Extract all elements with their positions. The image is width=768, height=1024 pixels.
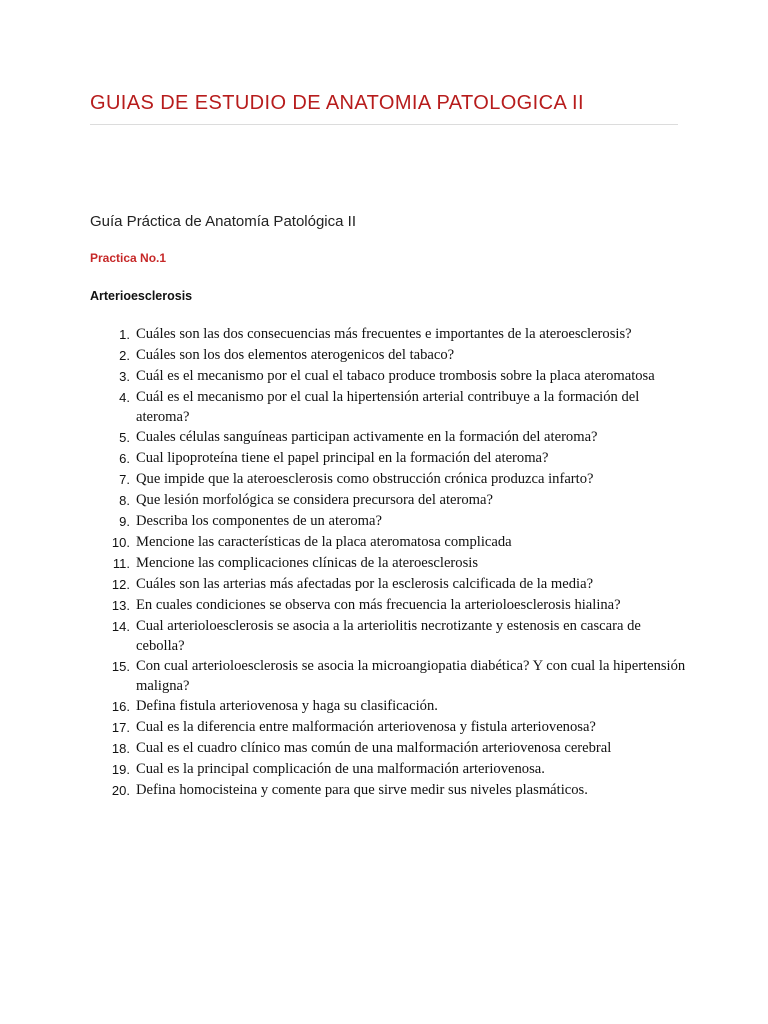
- question-text: Cuales células sanguíneas participan activamente en la formación del ateroma?: [136, 429, 598, 445]
- question-text: En cuales condiciones se observa con más frecuencia la arterioloesclerosis hialina?: [136, 597, 621, 613]
- question-item: [90, 324, 690, 345]
- section-heading: Arterioesclerosis: [90, 289, 193, 303]
- question-text: Describa los componentes de un ateroma?: [136, 513, 382, 529]
- question-text: Mencione las complicaciones clínicas de la ateroesclerosis: [136, 555, 479, 571]
- question-text: Con cual arterioloesclerosis se asocia la microangiopatia diabética? Y con cual la hipertensión maligna?: [136, 658, 686, 694]
- question-item: [90, 448, 690, 469]
- question-number: 11.: [112, 556, 130, 571]
- question-item: [90, 595, 690, 616]
- question-item: [90, 759, 690, 780]
- question-number: 20.: [111, 783, 130, 798]
- question-number: 16.: [111, 699, 130, 714]
- question-text: Cuáles son los dos elementos aterogenicos del tabaco?: [136, 347, 455, 363]
- question-item: [90, 469, 690, 490]
- question-number: 14.: [111, 619, 130, 634]
- question-text: Cual lipoproteína tiene el papel principal en la formación del ateroma?: [136, 450, 549, 466]
- question-text: Que lesión morfológica se considera precursora del ateroma?: [136, 492, 493, 508]
- question-text: Cuáles son las dos consecuencias más frecuentes e importantes de la ateroesclerosis?: [136, 326, 632, 342]
- question-number: 7.: [119, 472, 130, 487]
- question-item: [90, 616, 690, 656]
- practice-label: Practica No.1: [90, 251, 167, 265]
- question-item: [90, 511, 690, 532]
- question-number: 1.: [119, 327, 130, 342]
- question-text: Cual arterioloesclerosis se asocia a la arteriolitis necrotizante y estenosis en cascara de cebolla?: [136, 618, 641, 654]
- question-number: 5.: [119, 430, 130, 445]
- question-number: 4.: [119, 390, 130, 405]
- question-item: [90, 717, 690, 738]
- question-item: [90, 574, 690, 595]
- question-text: Defina homocisteina y comente para que sirve medir sus niveles plasmáticos.: [136, 782, 588, 798]
- question-item: [90, 780, 690, 801]
- question-number: 6.: [119, 451, 130, 466]
- question-number: 2.: [119, 348, 130, 363]
- question-item: [90, 532, 690, 553]
- question-text: Cuál es el mecanismo por el cual la hipertensión arterial contribuye a la formación del ateroma?: [136, 389, 640, 425]
- question-text: Cual es la diferencia entre malformación arteriovenosa y fistula arteriovenosa?: [136, 719, 596, 735]
- question-number: 12.: [111, 577, 130, 592]
- question-number: 10.: [111, 535, 130, 550]
- question-item: [90, 387, 690, 427]
- question-text: Cual es la principal complicación de una malformación arteriovenosa.: [136, 761, 545, 777]
- question-list: [90, 324, 690, 801]
- question-item: [90, 490, 690, 511]
- question-number: 13.: [111, 598, 130, 613]
- question-text: Defina fistula arteriovenosa y haga su clasificación.: [136, 698, 438, 714]
- question-number: 15.: [111, 659, 130, 674]
- question-number: 9.: [119, 514, 130, 529]
- question-text: Cuáles son las arterias más afectadas por la esclerosis calcificada de la media?: [136, 576, 594, 592]
- question-text: Que impide que la ateroesclerosis como obstrucción crónica produzca infarto?: [136, 471, 594, 487]
- question-number: 18.: [111, 741, 130, 756]
- question-item: [90, 345, 690, 366]
- question-item: [90, 366, 690, 387]
- title-divider: [90, 124, 678, 125]
- question-item: [90, 656, 690, 696]
- document-title: GUIAS DE ESTUDIO DE ANATOMIA PATOLOGICA II: [90, 92, 584, 114]
- question-number: 17.: [111, 720, 130, 735]
- question-item: [90, 553, 690, 574]
- question-number: 8.: [119, 493, 130, 508]
- question-number: 19.: [111, 762, 130, 777]
- question-text: Cual es el cuadro clínico mas común de una malformación arteriovenosa cerebral: [136, 740, 612, 756]
- question-text: Cuál es el mecanismo por el cual el tabaco produce trombosis sobre la placa ateromatosa: [136, 368, 655, 384]
- question-item: [90, 427, 690, 448]
- question-item: [90, 738, 690, 759]
- document-subtitle: Guía Práctica de Anatomía Patológica II: [90, 213, 356, 230]
- question-item: [90, 696, 690, 717]
- question-text: Mencione las características de la placa ateromatosa complicada: [136, 534, 512, 550]
- question-number: 3.: [119, 369, 130, 384]
